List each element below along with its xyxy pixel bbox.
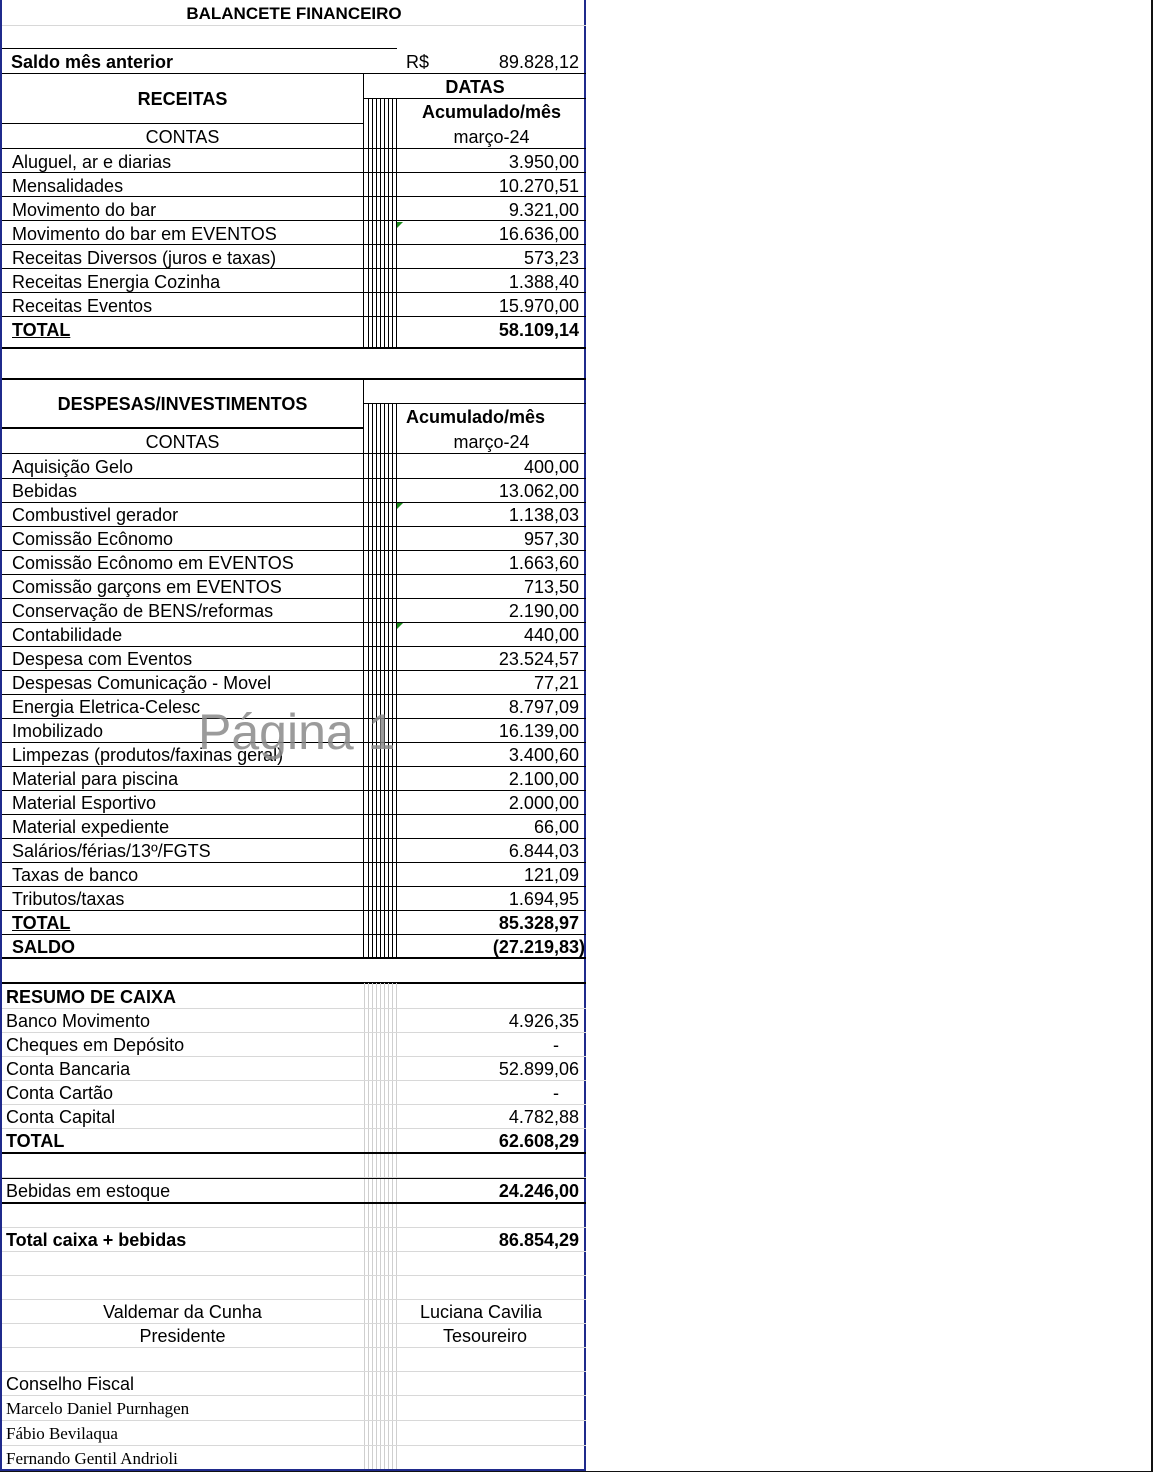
resumo-label: Banco Movimento [6, 1011, 151, 1031]
despesa-value: 713,50 [523, 577, 579, 597]
despesa-value: 77,21 [533, 673, 579, 693]
despesa-label: Imobilizado [12, 721, 104, 741]
receita-value: 16.636,00 [498, 224, 579, 244]
comment-indicator-icon [397, 623, 403, 629]
despesa-label: Conservação de BENS/reformas [12, 601, 274, 621]
despesa-value: 13.062,00 [498, 481, 579, 501]
resumo-value: - [553, 1083, 559, 1103]
receita-value: 1.388,40 [508, 272, 579, 292]
despesa-label: Despesa com Eventos [12, 649, 193, 669]
despesa-label: Taxas de banco [12, 865, 139, 885]
despesa-value: 6.844,03 [508, 841, 579, 861]
despesas-total-label: TOTAL [12, 913, 71, 933]
despesas-section-label: DESPESAS/INVESTIMENTOS [57, 394, 308, 414]
despesa-label: Energia Eletrica-Celesc [12, 697, 201, 717]
despesa-label: Despesas Comunicação - Movel [12, 673, 272, 693]
conselho-fiscal-label: Conselho Fiscal [6, 1374, 135, 1394]
despesa-label: Salários/férias/13º/FGTS [12, 841, 211, 861]
despesa-label: Material expediente [12, 817, 170, 837]
conselho-member: Fernando Gentil Andrioli [6, 1449, 178, 1468]
despesa-label: Comissão Ecônomo em EVENTOS [12, 553, 294, 573]
despesa-value: 1.663,60 [508, 553, 579, 573]
despesa-label: Limpezas (produtos/faxinas geral) [12, 745, 284, 765]
receita-label: Receitas Energia Cozinha [12, 272, 221, 292]
despesa-label: Aquisição Gelo [12, 457, 134, 477]
receitas-month: março-24 [453, 127, 530, 147]
resumo-value: - [553, 1035, 559, 1055]
hidden-columns-stripe [364, 99, 396, 349]
despesa-value: 23.524,57 [498, 649, 579, 669]
saldo-label: SALDO [12, 937, 75, 957]
receitas-total-value: 58.109,14 [498, 320, 579, 340]
receita-label: Receitas Eventos [12, 296, 153, 316]
despesa-value: 8.797,09 [508, 697, 579, 717]
resumo-caixa-label: RESUMO DE CAIXA [6, 987, 177, 1007]
tesoureiro-name: Luciana Cavilia [419, 1302, 543, 1322]
resumo-label: Cheques em Depósito [6, 1035, 185, 1055]
receita-value: 10.270,51 [498, 176, 579, 196]
receitas-total-label: TOTAL [12, 320, 71, 340]
despesa-value: 957,30 [523, 529, 579, 549]
despesa-value: 2.190,00 [508, 601, 579, 621]
resumo-total-label: TOTAL [6, 1131, 65, 1151]
conselho-member: Marcelo Daniel Purnhagen [6, 1399, 190, 1418]
receita-value: 9.321,00 [508, 200, 579, 220]
despesa-label: Combustivel gerador [12, 505, 179, 525]
despesa-label: Comissão garçons em EVENTOS [12, 577, 282, 597]
bebidas-estoque-label: Bebidas em estoque [6, 1181, 171, 1201]
despesa-label: Contabilidade [12, 625, 123, 645]
saldo-anterior-label: Saldo mês anterior [11, 52, 174, 72]
page-watermark: Página 1 [198, 704, 396, 760]
despesa-value: 2.000,00 [508, 793, 579, 813]
receita-label: Receitas Diversos (juros e taxas) [12, 248, 277, 268]
despesa-value: 1.694,95 [508, 889, 579, 909]
conselho-member: Fábio Bevilaqua [6, 1424, 118, 1443]
hidden-columns-stripe [364, 404, 396, 958]
datas-label: DATAS [445, 77, 505, 97]
despesa-value: 3.400,60 [508, 745, 579, 765]
bebidas-estoque-value: 24.246,00 [498, 1181, 579, 1201]
despesa-value: 400,00 [523, 457, 579, 477]
despesa-label: Material Esportivo [12, 793, 157, 813]
receita-value: 15.970,00 [498, 296, 579, 316]
receita-label: Movimento do bar em EVENTOS [12, 224, 277, 244]
total-caixa-bebidas-label: Total caixa + bebidas [6, 1230, 187, 1250]
resumo-value: 52.899,06 [498, 1059, 579, 1079]
receita-value: 573,23 [523, 248, 579, 268]
despesa-label: Bebidas [12, 481, 78, 501]
receitas-contas-label: CONTAS [145, 127, 220, 147]
despesa-label: Material para piscina [12, 769, 179, 789]
saldo-value: (27.219,83) [492, 937, 585, 957]
despesas-total-value: 85.328,97 [498, 913, 579, 933]
presidente-name: Valdemar da Cunha [103, 1302, 262, 1322]
despesa-value: 121,09 [523, 865, 579, 885]
despesas-acumulado-label: Acumulado/mês [406, 407, 546, 427]
tesoureiro-role: Tesoureiro [442, 1326, 528, 1346]
receita-label: Movimento do bar [12, 200, 157, 220]
despesa-value: 16.139,00 [498, 721, 579, 741]
resumo-value: 4.926,35 [508, 1011, 579, 1031]
despesa-value: 2.100,00 [508, 769, 579, 789]
resumo-label: Conta Cartão [6, 1083, 114, 1103]
despesas-contas-label: CONTAS [145, 432, 220, 452]
receitas-section-label: RECEITAS [137, 89, 228, 109]
despesa-value: 66,00 [533, 817, 579, 837]
comment-indicator-icon [397, 503, 403, 509]
presidente-role: Presidente [139, 1326, 226, 1346]
resumo-value: 4.782,88 [508, 1107, 579, 1127]
despesa-value: 440,00 [523, 625, 579, 645]
resumo-label: Conta Bancaria [6, 1059, 131, 1079]
receita-value: 3.950,00 [508, 152, 579, 172]
resumo-total-value: 62.608,29 [498, 1131, 579, 1151]
receita-label: Mensalidades [12, 176, 124, 196]
saldo-anterior-value: 89.828,12 [498, 52, 579, 72]
currency-symbol: R$ [406, 52, 430, 72]
despesa-label: Tributos/taxas [12, 889, 125, 909]
despesa-label: Comissão Ecônomo [12, 529, 174, 549]
despesas-month: março-24 [453, 432, 530, 452]
total-caixa-bebidas-value: 86.854,29 [498, 1230, 579, 1250]
sheet-title: BALANCETE FINANCEIRO [186, 4, 402, 23]
receitas-acumulado-label: Acumulado/mês [421, 102, 562, 122]
despesa-value: 1.138,03 [508, 505, 579, 525]
comment-indicator-icon [397, 222, 403, 228]
resumo-label: Conta Capital [6, 1107, 116, 1127]
receita-label: Aluguel, ar e diarias [12, 152, 172, 172]
